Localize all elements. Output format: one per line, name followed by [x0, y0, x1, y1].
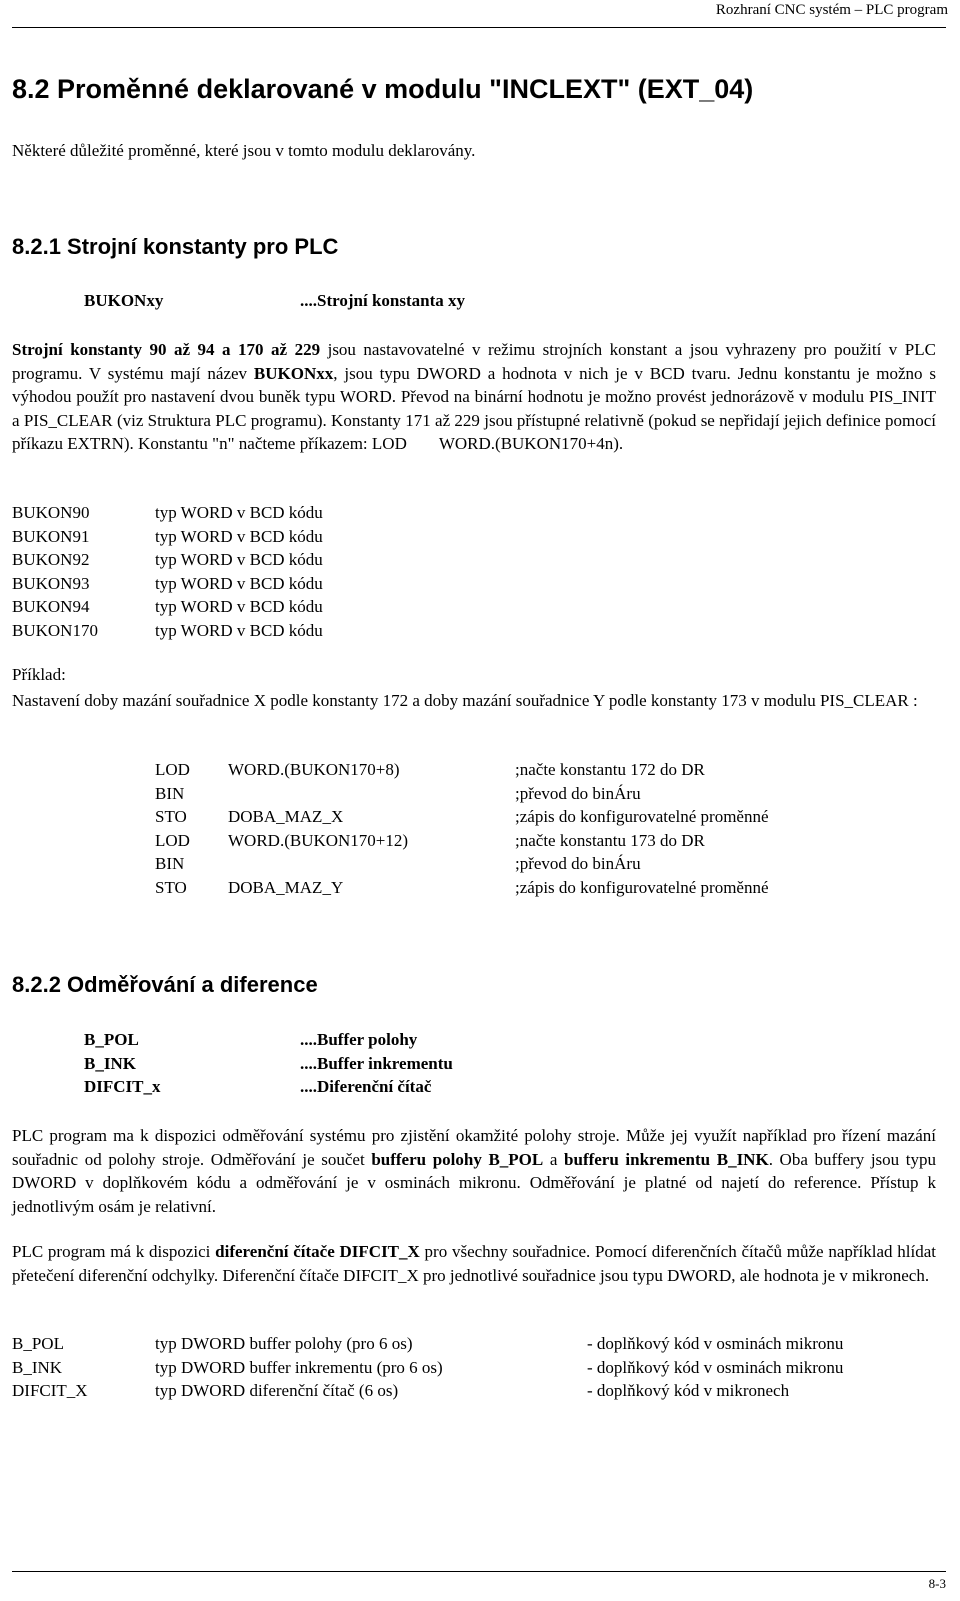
table-row: [12, 527, 323, 551]
table-row: [12, 550, 323, 574]
paragraph-text: WORD.(BUKON170+4n).: [438, 434, 624, 453]
constant-type: typ WORD v BCD kódu: [155, 597, 323, 616]
table-row: [12, 1334, 843, 1358]
table-row: [12, 1358, 843, 1382]
code-line: [155, 854, 769, 878]
code-arg: [228, 784, 515, 808]
page-header: Rozhraní CNC systém – PLC program: [715, 2, 948, 18]
definition-description: ....Diferenční čítač: [300, 1077, 432, 1096]
table-row: [12, 1381, 843, 1405]
section-intro: Některé důležité proměnné, které jsou v tomto modulu deklarovány.: [12, 141, 476, 160]
code-op: BIN: [155, 854, 185, 873]
code-arg: [228, 854, 515, 878]
constant-name: BUKON92: [12, 550, 90, 569]
header-rule: [12, 27, 946, 28]
paragraph-text: PLC program má k dispozici: [12, 1242, 216, 1261]
code-line: [155, 878, 769, 902]
constant-type: typ WORD v BCD kódu: [155, 526, 323, 546]
constant-type: typ WORD v BCD kódu: [155, 503, 323, 522]
code-comment: ;zápis do konfigurovatelné proměnné: [515, 877, 769, 897]
variable-name: DIFCIT_X: [12, 1381, 88, 1400]
definition-description: ....Strojní konstanta xy: [300, 291, 465, 310]
bold-text: Strojní konstanty 90 až 94 a 170 až 229: [12, 340, 321, 359]
code-comment: ;převod do binÁru: [515, 783, 641, 803]
definition-name: DIFCIT_x: [84, 1077, 161, 1096]
section-title: 8.2 Proměnné deklarované v modulu "INCLEXT" (EXT_04): [12, 74, 754, 104]
code-arg: DOBA_MAZ_Y: [228, 877, 344, 897]
example-text: Nastavení doby mazání souřadnice X podle konstanty 172 a doby mazání souřadnice Y podle konstanty 173 v modulu PIS_CLEAR :: [12, 691, 918, 710]
paragraph-text: a: [543, 1149, 565, 1169]
difference-counter-paragraph: [12, 1240, 936, 1287]
variable-type: typ DWORD buffer polohy (pro 6 os): [155, 1334, 413, 1353]
paragraph-text: PLC program ma k dispozici odměřování systému pro zjistění okamžité polohy stroje. Může jej využít například pro řízení mazání souřadnic od polohy stroje. Odměřování je součet: [12, 1126, 936, 1169]
code-op: LOD: [155, 760, 190, 779]
constant-name: BUKON90: [12, 503, 90, 522]
code-comment: ;zápis do konfigurovatelné proměnné: [515, 807, 769, 826]
code-comment: ;převod do binÁru: [515, 854, 641, 873]
constant-name: BUKON170: [12, 620, 98, 640]
paragraph-text: . Oba buffery jsou typu DWORD v doplňkovém kódu a odměřování je v osminách mikronu. Odměřování je platné od najetí do reference. Přístup k jednotlivým osám je relativní.: [12, 1149, 936, 1216]
table-row: [12, 574, 323, 598]
constant-type: typ WORD v BCD kódu: [155, 550, 323, 569]
measurement-paragraph: [12, 1124, 936, 1218]
constant-name: BUKON91: [12, 526, 90, 546]
table-row: [12, 597, 323, 621]
code-line: [155, 807, 769, 831]
machine-constants-paragraph: [12, 338, 936, 456]
definition-row: [84, 1030, 453, 1054]
paragraph-text: pro všechny souřadnice. Pomocí diferenčních čítačů může například hlídat přetečení diferenční odchylky. Diferenční čítače DIFCIT_X pro jednotlivé souřadnice jsou typu DWORD, ale hodnota je v mikronech.: [12, 1242, 936, 1285]
subsection-title-1: 8.2.1 Strojní konstanty pro PLC: [12, 234, 339, 259]
constant-type: typ WORD v BCD kódu: [155, 620, 323, 640]
definition-row: [84, 1054, 453, 1078]
table-row: [12, 621, 323, 645]
example-label: Příklad:: [12, 665, 66, 684]
measurement-definitions: [84, 1030, 453, 1101]
code-line: [155, 831, 769, 855]
page-number: 8-3: [928, 1576, 946, 1591]
bold-text: BUKONxx: [253, 363, 334, 383]
code-arg: DOBA_MAZ_X: [228, 807, 344, 826]
definition-name: BUKONxy: [84, 291, 164, 310]
variable-type: typ DWORD diferenční čítač (6 os): [155, 1381, 399, 1400]
bold-text: bufferu inkrementu B_INK: [564, 1149, 769, 1169]
variable-name: B_INK: [12, 1357, 63, 1377]
variable-name: B_POL: [12, 1334, 64, 1353]
code-op: BIN: [155, 783, 185, 803]
definition-name: B_INK: [84, 1053, 136, 1073]
variable-note: - doplňkový kód v mikronech: [587, 1381, 790, 1400]
variables-table: [12, 1334, 843, 1405]
code-op: LOD: [155, 830, 190, 850]
constant-name: BUKON93: [12, 573, 90, 593]
code-line: [155, 760, 769, 784]
definition-name: B_POL: [84, 1030, 139, 1049]
code-line: [155, 784, 769, 808]
definition-description: ....Buffer inkrementu: [300, 1053, 453, 1073]
constant-name: BUKON94: [12, 597, 90, 616]
code-arg: WORD.(BUKON170+12): [228, 830, 409, 850]
variable-note: - doplňkový kód v osminách mikronu: [587, 1357, 844, 1377]
constant-type: typ WORD v BCD kódu: [155, 573, 323, 593]
paragraph-text: jsou nastavovatelné v režimu strojních konstant a jsou vyhrazeny pro použití v PLC programu. V systému mají název: [12, 340, 936, 383]
bold-text: diferenční čítače DIFCIT_X: [215, 1242, 420, 1261]
subsection-title-2: 8.2.2 Odměřování a diference: [12, 972, 318, 997]
definition-row: [84, 1077, 453, 1101]
definition-description: ....Buffer polohy: [300, 1030, 418, 1049]
code-arg: WORD.(BUKON170+8): [228, 760, 400, 779]
constants-table: [12, 503, 323, 644]
variable-note: - doplňkový kód v osminách mikronu: [587, 1334, 844, 1353]
code-comment: ;načte konstantu 172 do DR: [515, 760, 705, 779]
footer-rule: [12, 1571, 946, 1572]
code-op: STO: [155, 877, 187, 897]
bold-text: bufferu polohy B_POL: [371, 1149, 544, 1169]
code-comment: ;načte konstantu 173 do DR: [515, 830, 705, 850]
code-listing: [155, 760, 769, 901]
paragraph-text: , jsou typu DWORD a hodnota v nich je v BCD tvaru. Jednu konstantu je možno s výhodou použít pro nastavení dvou buněk typu WORD. Převod na binární hodnotu je možno provést jednorázově v modulu PIS_INIT a PIS_CLEAR (viz Struktura PLC programu). Konstanty 171 až 229 jsou přístupné relativně (pokud se nepřidají jejich definice pomocí příkazu EXTRN). Konstantu "n" načteme příkazem: LOD: [12, 363, 937, 453]
variable-type: typ DWORD buffer inkrementu (pro 6 os): [155, 1357, 443, 1377]
code-op: STO: [155, 807, 187, 826]
table-row: [12, 503, 323, 527]
